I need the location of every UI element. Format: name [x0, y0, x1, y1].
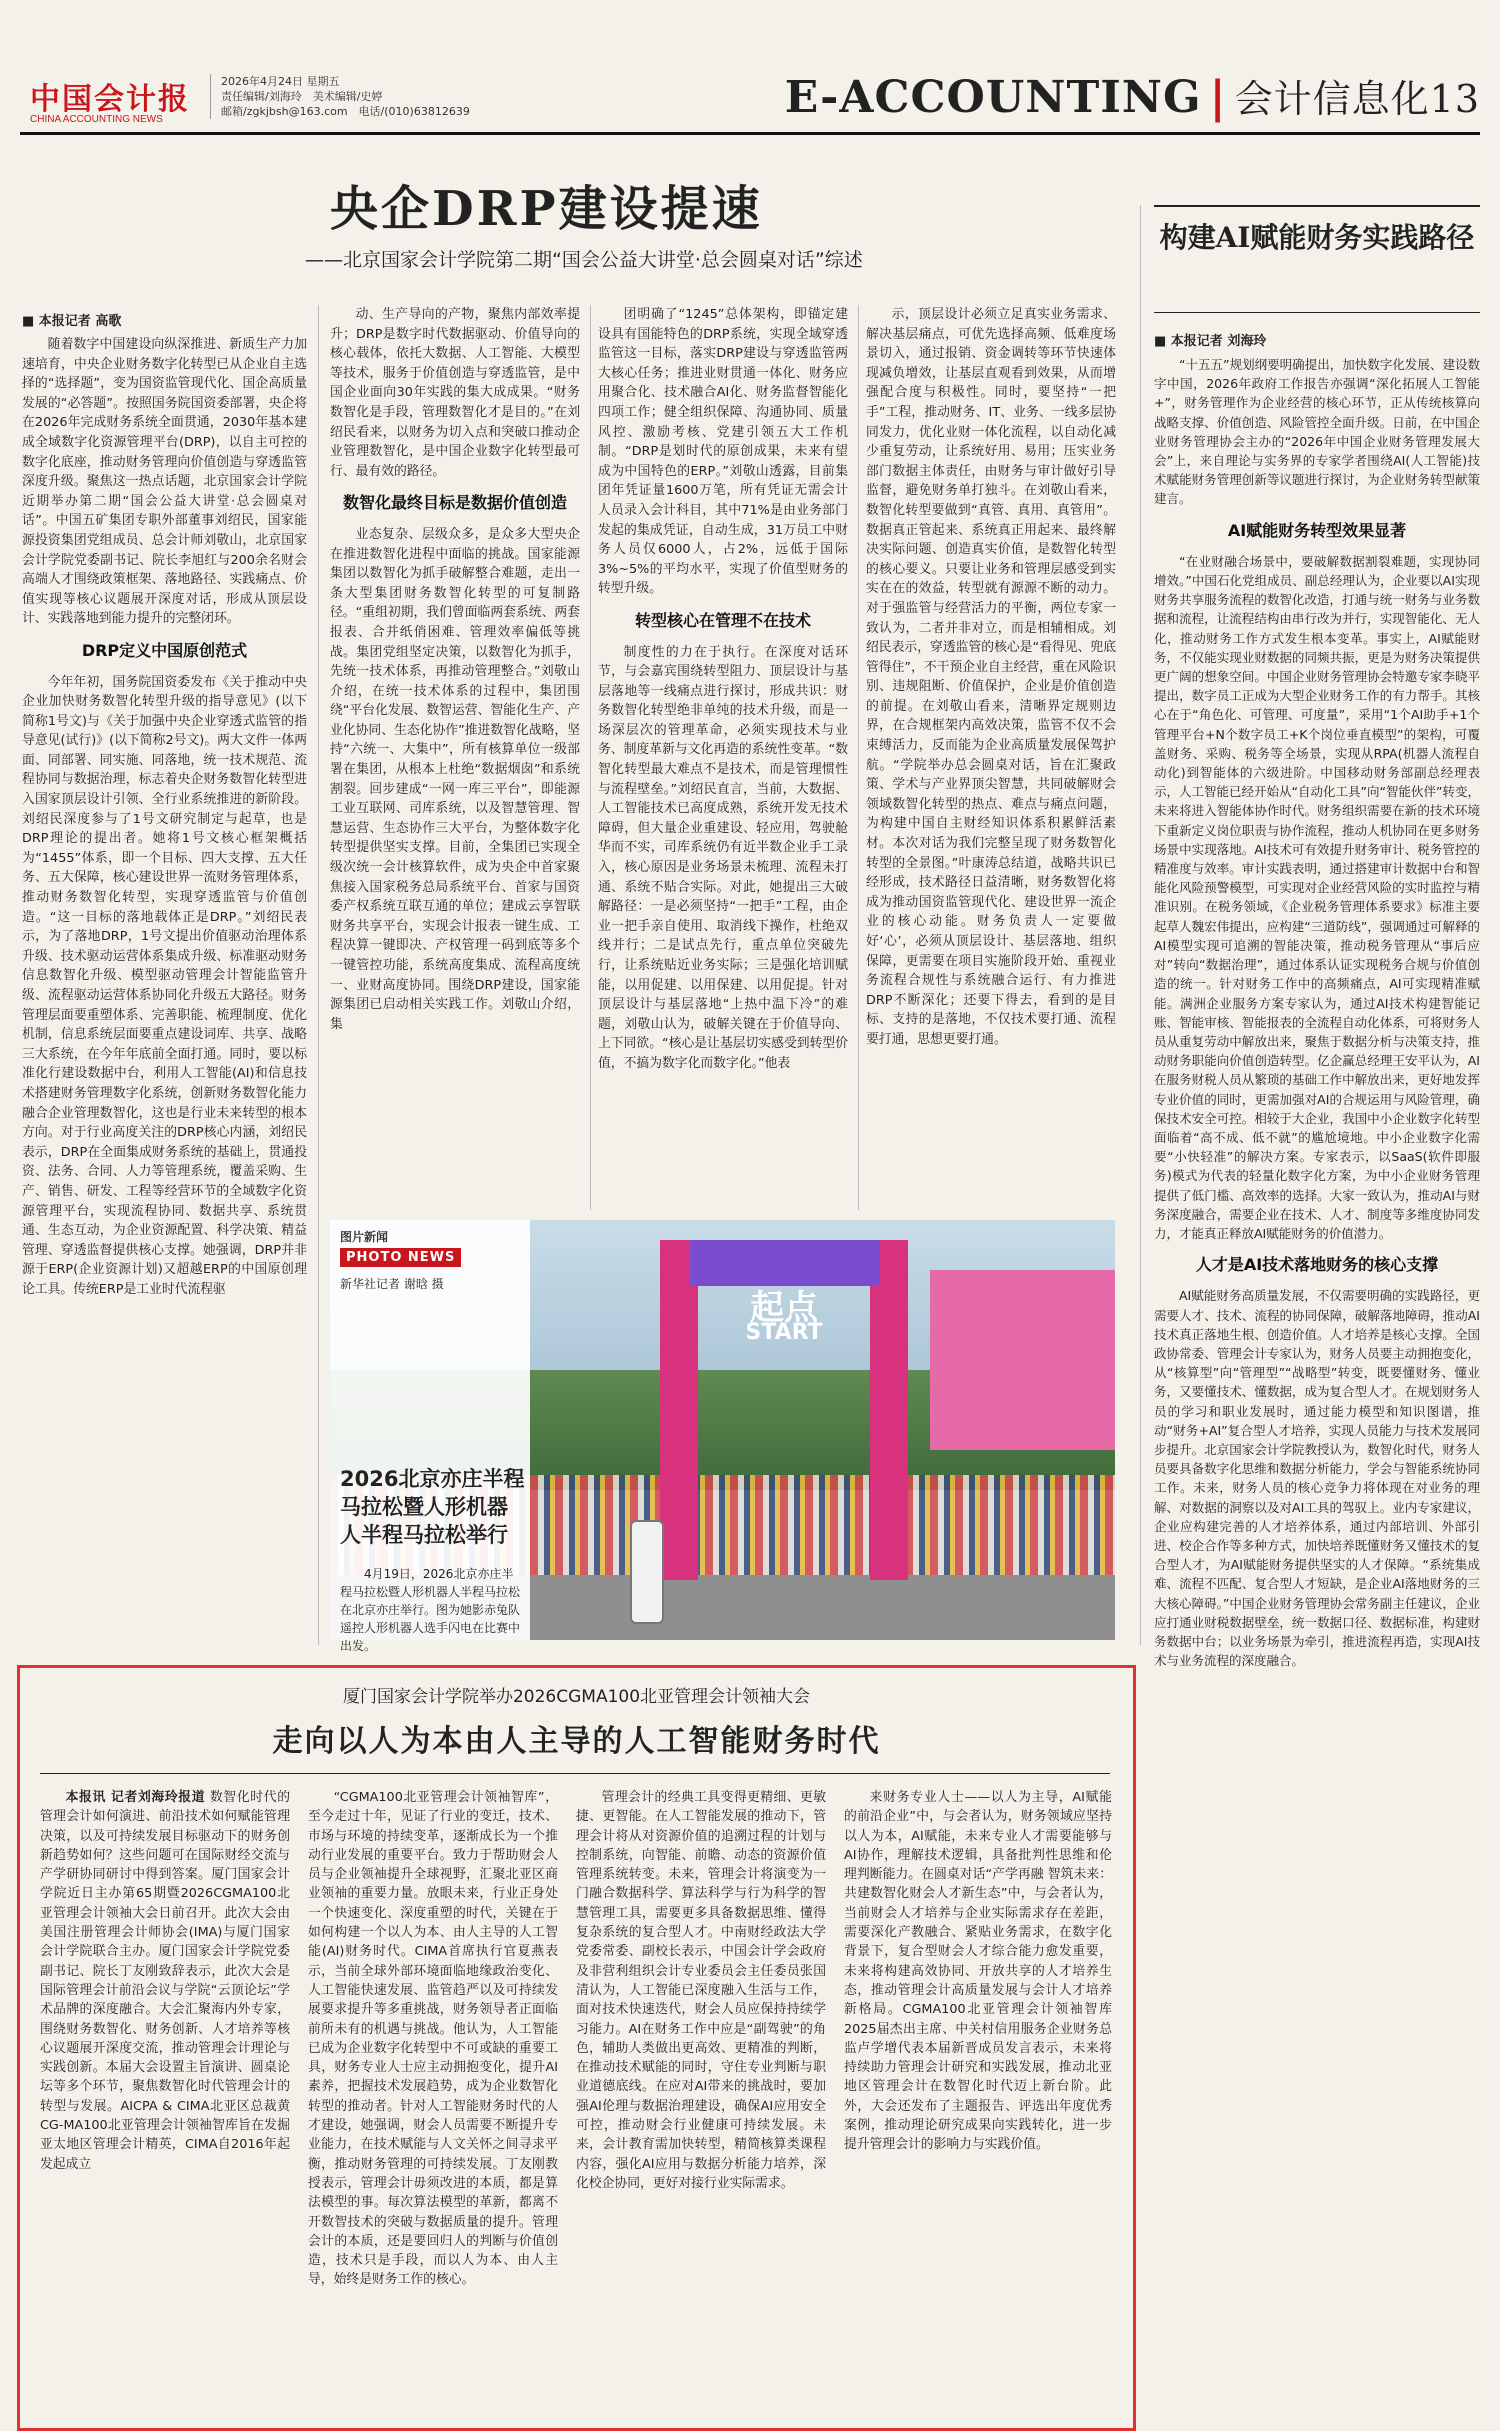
issue-editors: 责任编辑/刘海玲 美术编辑/史婷	[221, 90, 383, 103]
section-divider: |	[1209, 72, 1227, 123]
sidebar-title: 构建AI赋能财务实践路径	[1159, 221, 1475, 254]
start-arch-label: 起点	[750, 1288, 818, 1328]
photo-news-tag: 图片新闻	[340, 1230, 389, 1244]
issue-meta	[210, 74, 470, 119]
section-heading: DRP定义中国原创范式	[81, 640, 248, 660]
boxed-headline: 走向以人为本由人主导的人工智能财务时代	[272, 1724, 881, 1759]
photo-news-tag-en: PHOTO NEWS	[340, 1248, 461, 1267]
boxed-column-3	[576, 1788, 826, 2413]
newspaper-logo-en: CHINA ACCOUNTING NEWS	[30, 114, 163, 125]
paragraph: 今年年初，国务院国资委发布《关于推动中央企业加快财务数智化转型升级的指导意见》(以下简称1号文)与《关于加强中央企业穿透式监管的指导意见(试行)》(以下简称2号文)。两大文件一体两面、同部署、同实施、同落地，统一技术规范、流程协同与数据治理，标志着央企财务数智化转型进入国家顶层设计引领、全行业系统推进的新阶段。刘绍民深度参与了1号文研究制定与起草，也是DRP理论的提出者。她将1号文核心框架概括为“1455”体系，即一个目标、四大支撑、五大任务、五大保障，核心建设世界一流财务管理体系，推动财务数智化转型，实现穿透监管与价值创造。“这一目标的落地载体正是DRP。”刘绍民表示，为了落地DRP，1号文提出价值驱动治理体系升级、技术驱动运营体系集成升级、标准驱动财务信息数智化升级、模型驱动管理会计智能监管升级、流程驱动运营体系协同化升级五大路径。财务管理层面要重塑体系、完善职能、梳理制度、优化机制，信息系统层面要重点建设词库、共享、战略三大系统，在今年年底前全面打通。同时，要以标准化行建设数据中台，利用人工智能(AI)和信息技术搭建财务管理数字化系统，创新财务数智化能力融合企业管理数智化，这也是行业未来转型的根本方向。对于行业高度关注的DRP核心内涵，刘绍民表示，DRP在全面集成财务系统的基础上，贯通投资、法务、合同、人力等管理系统，覆盖采购、生产、销售、研发、工程等经营环节的全域数字化资源管理平台，实现流程协同、数据共享、系统贯通、生态互动，为企业资源配置、科学决策、精益管理、穿透监督提供核心支撑。她强调，DRP并非源于ERP(企业资源计划)又超越ERP的中国原创理论工具。传统ERP是工业时代流程驱	[22, 674, 307, 1297]
humanoid-robot	[630, 1520, 664, 1624]
photo-caption: 4月19日，2026北京亦庄半程马拉松暨人形机器人半程马拉松在北京亦庄举行。图为她影赤兔队遥控人形机器人选手闪电在比赛中出发。	[340, 1567, 521, 1653]
boxed-kicker: 厦门国家会计学院举办2026CGMA100北亚管理会计领袖大会	[342, 1687, 811, 1707]
section-heading: 人才是AI技术落地财务的核心支撑	[1195, 1255, 1439, 1275]
boxed-column-1	[40, 1788, 290, 2413]
photo-billboard	[930, 1270, 1115, 1450]
paragraph: 示，顶层设计必须立足真实业务需求、解决基层痛点，可优先选择高频、低难度场景切入，通过报销、资金调转等环节快速体现减负增效，让基层直观看到效果，从而增强配合度与积极性。同时，要坚持“一把手”工程，推动财务、IT、业务、一线多层协同发力，优化业财一体化流程，以自动化减少重复劳动，让系统好用、易用；压实业务部门数据主体责任，由财务与审计做好引导监督，避免财务单打独斗。在刘敬山看来，数智化转型要做到“真管、真用、真管用”。数据真正管起来、系统真正用起来、最终解决实际问题、创造真实价值，是数智化转型的核心要义。只要让业务和管理层感受到实实在在的效益，转型就有源源不断的动力。对于强监管与经营活力的平衡，两位专家一致认为，二者并非对立，而是相辅相成。刘绍民表示，穿透监管的核心是“看得见、兜底管得住”，不干预企业自主经营，重在风险识别、违规阻断、价值保护，企业是价值创造的前提。在刘敬山看来，清晰界定规则边界，在合规框架内高效决策，监管不仅不会束缚活力，反而能为企业高质量发展保驾护航。“学院举办总会圆桌对话，旨在汇聚政策、学术与产业界顶尖智慧，共同破解财会领域数智化转型的热点、难点与痛点问题，为构建中国自主财经知识体系积累鲜活素材。本次对话为我们完整呈现了财务数智化转型的全景图。”叶康涛总结道，战略共识已经形成，技术路径日益清晰，财务数智化将成为推动国资监管现代化、建设世界一流企业的核心动能。财务负责人一定要做好‘心’，必须从顶层设计、基层落地、组织保障，更需要在项目实施阶段开始、重视业务流程合规性与系统融合运行、有力推进DRP不断深化；还要下得去，看到的是目标、支持的是落地，不仅技术要打通、流程要打通，思想更要打通。	[866, 307, 1116, 1047]
paragraph-text: 数智化时代的管理会计如何演进、前沿技术如何赋能管理决策，以及可持续发展目标驱动下的财务创新趋势如何？这些问题可在国际财经交流与产学研协同研讨中得到答案。厦门国家会计学院近日主办第65期暨2026CGMA100北亚管理会计领袖大会日前召开。此次大会由美国注册管理会计师协会(IMA)与厦门国家会计学院联合主办。厦门国家会计学院党委副书记、院长丁友刚致辞表示，此次大会是国际管理会计前沿会议与学院“云顶论坛”学术品牌的深度融合。大会汇聚海内外专家，围绕财务数智化、财务创新、人才培养等核心议题展开深度交流，推动管理会计理论与实践创新。本届大会设置主旨演讲、圆桌论坛等多个环节，聚焦数智化时代管理会计的转型与发展。AICPA & CIMA北亚区总裁黄CG-MA100北亚管理会计领袖智库旨在发掘亚太地区管理会计精英，CIMA自2016年起发起成立	[40, 1790, 291, 2172]
boxed-column-4	[844, 1788, 1112, 2413]
paragraph: 制度性的力在于执行。在深度对话环节，与会嘉宾围绕转型阻力、顶层设计与基层落地等一线痛点进行探讨，形成共识：财务数智化转型绝非单纯的技术升级，而是一场深层次的管理革命，必须实现技术与业务、制度革新与文化再造的系统性变革。“数智化转型最大难点不是技术，而是管理惯性与流程壁垒。”刘绍民直言，当前，大数据、人工智能技术已高度成熟，系统开发无技术障碍，但大量企业重建设、轻应用，驾驶舱华而不实，司库系统仍有近半数企业手工录入，核心原因是业务场景未梳理、流程未打通、系统不贴合实际。对此，她提出三大破解路径：一是必须坚持“一把手”工程，由企业一把手亲自使用、取消线下操作，杜绝双线并行；二是试点先行，重点单位突破先行，让系统贴近业务实际；三是强化培训赋能，以用促建、以用保建、以用促提。针对顶层设计与基层落地“上热中温下冷”的难题，刘敬山认为，破解关键在于价值导向、上下同欲。“核心是让基层切实感受到转型价值，不搞为数字化而数字化。”他表	[598, 644, 848, 1071]
boxed-article	[17, 1665, 1136, 2431]
paragraph	[40, 1788, 290, 2174]
issue-contact: 邮箱/zgkjbsh@163.com 电话/(010)63812639	[221, 105, 470, 118]
main-byline: ■ 本报记者 高歌	[22, 314, 122, 329]
section-heading: 数智化最终目标是数据价值创造	[342, 493, 567, 513]
section-cn: 会计信息化	[1234, 77, 1430, 121]
section-en: E-ACCOUNTING	[784, 72, 1202, 123]
photo-caption-panel	[330, 1220, 530, 1653]
newspaper-logo: 中国会计报	[30, 82, 190, 117]
main-column-2	[330, 305, 580, 1210]
section-heading: AI赋能财务转型效果显著	[1227, 520, 1407, 540]
paragraph: 团明确了“1245”总体架构，即锚定建设具有国能特色的DRP系统，实现全域穿透监管这一目标，落实DRP建设与穿透监管两大核心任务；推进业财贯通一体化、财务应用聚合化、技术融合AI化、财务监督智能化四项工作；健全组织保障、沟通协同、质量风控、激励考核、党建引领五大工作机制。“DRP是划时代的原创成果，未来有望成为中国特色的ERP。”刘敬山透露，目前集团年凭证量1600万笔，所有凭证无需会计人员录入会计科目，其中71%是由业务部门发起的集成凭证，自动生成，31万员工中财务人员仅6000人，占2%，远低于国际3%~5%的平均水平，实现了价值型财务的转型升级。	[598, 307, 848, 597]
photo-credit: 新华社记者 谢晗 摄	[340, 1277, 444, 1291]
sidebar-top-rule	[1154, 205, 1480, 207]
boxed-lead: 本报讯 记者刘海玲报道	[65, 1790, 206, 1805]
boxed-rule	[40, 1773, 1110, 1774]
start-arch-left	[660, 1240, 698, 1580]
column-rule	[858, 305, 859, 1210]
page-number: 13	[1429, 77, 1480, 121]
main-column-3	[598, 305, 848, 1210]
paragraph: 动、生产导向的产物，聚焦内部效率提升；DRP是数字时代数据驱动、价值导向的核心载体，依托大数据、人工智能、大模型等技术，服务于价值创造与穿透监管，是中国企业面向30年实践的集大成成果。“财务数智化是手段，管理数智化才是目的。”在刘绍民看来，以财务为切入点和突破口推动企业管理数智化，是中国企业数字化转型最可行、最有效的路径。	[330, 307, 580, 479]
paragraph: 业态复杂、层级众多，是众多大型央企在推进数智化进程中面临的挑战。国家能源集团以数智化为抓手破解整合难题，走出一条大型集团财务数智化转型的可复制路径。“重组初期，我们曾面临两套系统、两套报表、合并纸俏困难、管理效率偏低等挑战。集团党组坚定决策，以数智化为抓手，先统一技术体系，再推动管理整合。”刘敬山介绍，在统一技术体系的过程中，集团围绕“平台化发展、数智运营、智能化生产、产业化协同、生态化协作”推进数智化战略，坚持“六统一、大集中”，所有核算单位一级部署在集团，从根本上杜绝“数据烟囱”和系统割裂。回步建成“一网一库三平台”，即能源工业互联网、司库系统，以及智慧管理、智慧运营、生态协作三大平台，为整体数字化转型提供坚实支撑。目前，全集团已实现全级次统一会计核算软件，成为央企中首家聚焦接入国家税务总局系统平台、首家与国资委产权系统互联互通的单位；建成云享智联财务共享平台，实现会计报表一键生成、工程决算一键即决、产权管理一码到底等多个一键管控功能，系统高度集成、流程高度统一、业财高度协同。围绕DRP建设，国家能源集团已启动相关实践工作。刘敬山介绍，集	[330, 526, 580, 1032]
paragraph: 管理会计的经典工具变得更精细、更敏捷、更智能。在人工智能发展的推动下，管理会计将从对资源价值的追溯过程的计划与控制系统，向智能、前瞻、动态的资源价值管理系统转变。未来，管理会计将演变为一门融合数据科学、算法科学与行为科学的智慧管理工具，需要更多具备数据思维、懂得复杂系统的复合型人才。中南财经政法大学党委常委、副校长表示，中国会计学会政府及非营利组织会计专业委员会主任委员张国清认为，人工智能已深度融入生活与工作，面对技术快速迭代，财会人员应保持持续学习能力。AI在财务工作中应是“副驾驶”的角色，辅助人类做出更高效、更精准的判断，在推动技术赋能的同时，守住专业判断与职业道德底线。在应对AI带来的挑战时，要加强AI伦理与数据治理建设，确保AI应用安全可控，推动财会行业健康可持续发展。未来，会计教育需加快转型，精简核算类课程内容，强化AI应用与数据分析能力培养，深化校企协同，更好对接行业实际需求。	[576, 1790, 826, 2191]
start-arch-label-en: START	[745, 1320, 823, 1345]
main-column-1	[22, 335, 307, 1630]
issue-date: 2026年4月24日 星期五	[221, 75, 340, 88]
paragraph: AI赋能财务高质量发展，不仅需要明确的实践路径，更需要人才、技术、流程的协同保障，破解落地障碍，推动AI技术真正落地生根、创造价值。人才培养是核心支撑。全国政协常委、管理会计专家认为，财务人员要主动拥抱变化，从“核算型”向“管理型”“战略型”转变，既要懂财务、懂业务，又要懂技术、懂数据，成为复合型人才。在规划财务人员的学习和职业发展时，通过能力模型和知识图谱，推动“财务+AI”复合型人才培养，实现人员能力与技术发展同步提升。北京国家会计学院教授认为，数智化时代，财务人员要具备数字化思维和数据分析能力，学会与智能系统协同工作。未来，财务人员的核心竞争力将体现在对业务的理解、对数据的洞察以及对AI工具的驾驭上。业内专家建议，企业应构建完善的人才培养体系，通过内部培训、外部引进、校企合作等多种方式，加快培养既懂财务又懂技术的复合型人才，为AI赋能财务提供坚实的人才保障。“系统集成难、流程不匹配、复合型人才短缺，是企业AI落地财务的三大核心障碍。”中国企业财务管理协会常务副主任建议，企业应打通业财税数据壁垒，统一数据口径、数据标准，构建财务数据中台；以业务场景为牵引，推进流程再造，实现AI技术与业务流程的深度融合。	[1154, 1288, 1480, 1669]
main-headline: 央企DRP建设提速	[330, 181, 763, 237]
paragraph: 来财务专业人士——以人为主导，AI赋能的前沿企业”中，与会者认为，财务领域应坚持以人为本，AI赋能，未来专业人才需要能够与AI协作，理解技术逻辑，具备批判性思维和伦理判断能力。在圆桌对话“产学再融 智筑未来：共建数智化财会人才新生态”中，与会者认为，当前财会人才培养与企业实际需求存在差距，需要深化产教融合、紧贴业务需求，在数字化背景下，复合型财会人才综合能力愈发重要，未来将构建高效协同、开放共享的人才培养生态，推动管理会计高质量发展与会计人才培养新格局。CGMA100北亚管理会计领袖智库2025届杰出主席、中关村信用服务企业财务总监卢学增代表本届新晋成员发言表示，未来将持续助力管理会计研究和实践发展，推动北亚地区管理会计在数智化时代迈上新台阶。此外，大会还发布了主题报告、评选出年度优秀案例，推动理论研究成果向实践转化，进一步提升管理会计的影响力与实践价值。	[844, 1790, 1112, 2153]
paragraph: “十五五”规划纲要明确提出，加快数字化发展、建设数字中国，2026年政府工作报告亦强调“深化拓展人工智能+”，财务管理作为企业经营的核心环节，正从传统核算向战略支撑、价值创造、风险管控全面升级。日前，在中国企业财务管理协会主办的“2026年中国企业财务管理发展大会”上，来自理论与实务界的专家学者围绕AI(人工智能)技术赋能财务管理创新等议题进行探讨，为企业财务转型献策建言。	[1154, 357, 1480, 507]
column-rule	[590, 305, 591, 1210]
photo-news	[330, 1220, 1115, 1653]
sidebar-byline: ■ 本报记者 刘海玲	[1154, 334, 1267, 349]
section-rubric	[785, 68, 1480, 123]
start-arch-right	[870, 1240, 908, 1580]
column-rule	[1140, 205, 1141, 1645]
photo-title: 2026北京亦庄半程马拉松暨人形机器人半程马拉松举行	[340, 1467, 525, 1547]
boxed-column-2	[308, 1788, 558, 2413]
sidebar-title-rule	[1154, 312, 1480, 313]
paragraph: “CGMA100北亚管理会计领袖智库”，至今走过十年，见证了行业的变迁，技术、市场与环境的持续变革，逐渐成长为一个推动行业发展的重要平台。致力于帮助财会人员与企业领袖提升全球视野，汇聚北亚区商业领袖的重要力量。放眼未来，行业正身处一个快速变化、深度重塑的时代，关键在于如何构建一个以人为本、由人主导的人工智能(AI)财务时代。CIMA首席执行官夏燕表示，当前全球外部环境面临地缘政治变化、人工智能快速发展、监管趋严以及可持续发展要求提升等多重挑战，财务领导者正面临前所未有的机遇与挑战。他认为，人工智能已成为企业数字化转型中不可或缺的重要工具，财务专业人士应主动拥抱变化，提升AI素养，把握技术发展趋势，成为企业数智化转型的推动者。针对人工智能财务时代的人才建设，她强调，财会人员需要不断提升专业能力，在技术赋能与人文关怀之间寻求平衡，推动财务管理的可持续发展。丁友刚教授表示，管理会计毋须改进的本质，都是算法模型的事。每次算法模型的革新，都离不开数智技术的突破与数据质量的提升。管理会计的本质，还是要回归人的判断与价值创造，技术只是手段，而以人为本、由人主导，始终是财务工作的核心。	[308, 1790, 558, 2288]
masthead	[20, 62, 1480, 135]
column-rule	[318, 305, 319, 1645]
section-heading: 转型核心在管理不在技术	[634, 610, 811, 630]
main-column-4	[866, 305, 1116, 1210]
sidebar-body	[1154, 355, 1480, 2410]
paragraph: 随着数字中国建设向纵深推进、新质生产力加速培育，中央企业财务数字化转型已从企业自主选择的“选择题”，变为国资监管现代化、国企高质量发展的“必答题”。按照国务院国资委部署，央企将在2026年完成财务系统全面贯通，2030年基本建成全域数字化资源管理平台(DRP)，以自主可控的数字化底座，推动财务管理向价值创造与穿透监管深度升级。聚焦这一热点话题，北京国家会计学院近期举办第二期“国会公益大讲堂·总会圆桌对话”。中国五矿集团专职外部董事刘绍民，国家能源投资集团党组成员、总会计师刘敬山，北京国家会计学院党委副书记、院长李旭红与200余名财会高端人才围绕政策框架、落地路径、实践痛点、价值实现等核心议题展开深度对话，形成从顶层设计、实践落地到能力提升的完整闭环。	[22, 337, 307, 627]
main-subtitle: ——北京国家会计学院第二期“国会公益大讲堂·总会圆桌对话”综述	[305, 249, 863, 271]
paragraph: “在业财融合场景中，要破解数据割裂难题，实现协同增效。”中国石化党组成员、副总经理认为，企业要以AI实现财务共享服务流程的数智化改造，打通与统一财务与业务数据和流程，让流程结构由串行改为并行，实现智能化、无人化，推动财务工作方式发生根本变革。事实上，AI赋能财务，不仅能实现业财数据的同频共振，更是为财务决策提供更广阔的想象空间。中国企业财务管理协会特邀专家李晓平提出，数字员工正成为大型企业财务工作的有力帮手。其核心在于“角色化、可管理、可度量”，采用“1个AI助手+1个管理平台+N个数字员工+K个岗位垂直模型”的架构，可覆盖财务、采购、税务等全场景，实现从RPA(机器人流程自动化)到智能体的六级进阶。中国移动财务部副总经理表示，人工智能已经开始从“自动化工具”向“智能伙伴”转变，未来将进入智能体协作时代。财务组织需要在新的技术环境下重新定义岗位职责与协作流程，推动人机协同在更多财务场景中实现落地。AI技术可有效提升财务审计、税务管控的精准度与效率。审计实践表明，通过搭建审计数据中台和智能化风险预警模型，可实现对企业经营风险的实时监控与精准识别。在税务领域，《企业税务管理体系要求》标准主要起草人魏宏伟提出，应构建“三道防线”，强调通过可解释的AI模型实现可追溯的智能决策，推动税务管理从“事后应对”转向“数据治理”，通过体系认证实现税务合规与价值创造的统一。针对财务工作中的高频痛点，AI可实现精准赋能。满洲企业服务方案专家认为，通过AI技术构建智能记账、智能审核、智能报表的全流程自动化体系，可将财务人员从重复劳动中解放出来，聚焦于数据分析与决策支持，推动财务职能向价值创造转型。亿企赢总经理王安平认为，AI在服务财税人员从繁琐的基础工作中解放出来，更好地发挥专业价值的同时，更需加强对AI的合规运用与风险管理，确保技术安全可控。相较于大企业，我国中小企业数字化转型面临着“高不成、低不就”的尴尬境地。中小企业数字化需要“小快轻准”的解决方案。专家表示，以SaaS(软件即服务)模式为代表的轻量化数字化方案，为中小企业财务管理提供了低门槛、高效率的选择。大家一致认为，推动AI与财务深度融合，需要企业在技术、人才、制度等多维度协同发力，才能真正释放AI赋能财务的价值潜力。	[1154, 553, 1480, 1241]
